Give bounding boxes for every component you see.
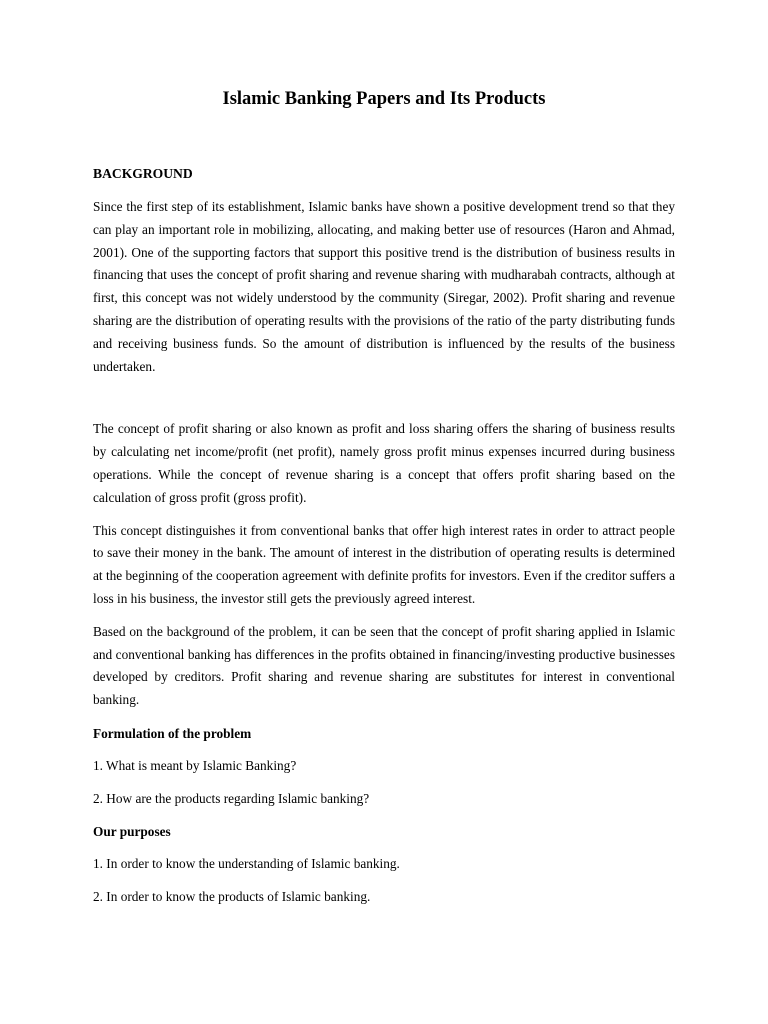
purposes-heading: Our purposes: [93, 823, 171, 839]
paragraph-2: The concept of profit sharing or also known as profit and loss sharing offers the sharing of business results by calculating net income/profit (net profit), namely gross profit minus expenses incurred during business operations. While the concept of revenue sharing is a concept that offers profit sharing based on the calculation of gross profit (gross profit).: [93, 421, 675, 505]
paragraph-1: Since the first step of its establishment, Islamic banks have shown a positive development trend so that they can play an important role in mobilizing, allocating, and making better use of resources (Haron and Ahmad, 2001). One of the supporting factors that support this positive trend is the distribution of business results in financing that uses the concept of profit sharing and revenue sharing with mudharabah contracts, although at first, this concept was not widely understood by the community (Siregar, 2002). Profit sharing and revenue sharing are the distribution of operating results with the provisions of the ratio of the party distributing funds and receiving business funds. So the amount of distribution is influenced by the results of the business undertaken.: [93, 199, 675, 374]
paragraph-4: Based on the background of the problem, it can be seen that the concept of profit sharing applied in Islamic and conventional banking has differences in the profits obtained in financing/investing productive businesses developed by creditors. Profit sharing and revenue sharing are substitutes for interest in conventional banking.: [93, 623, 675, 708]
document-page: [93, 86, 675, 920]
purposes-item-1: 1. In order to know the understanding of Islamic banking.: [93, 855, 400, 871]
problem-item-2: 2. How are the products regarding Islamic banking?: [93, 790, 370, 806]
document-title: Islamic Banking Papers and Its Products: [222, 89, 546, 109]
paragraph-3: This concept distinguishes it from conventional banks that offer high interest rates in order to attract people to save their money in the bank. The amount of interest in the distribution of operating results is determined at the beginning of the cooperation agreement with definite profits for investors. Even if the creditor suffers a loss in his business, the investor still gets the previously agreed interest.: [93, 522, 675, 606]
problem-item-1: 1. What is meant by Islamic Banking?: [93, 757, 297, 773]
problem-heading: Formulation of the problem: [93, 725, 252, 741]
section-heading-background: BACKGROUND: [93, 166, 193, 181]
purposes-item-2: 2. In order to know the products of Islamic banking.: [93, 888, 371, 904]
